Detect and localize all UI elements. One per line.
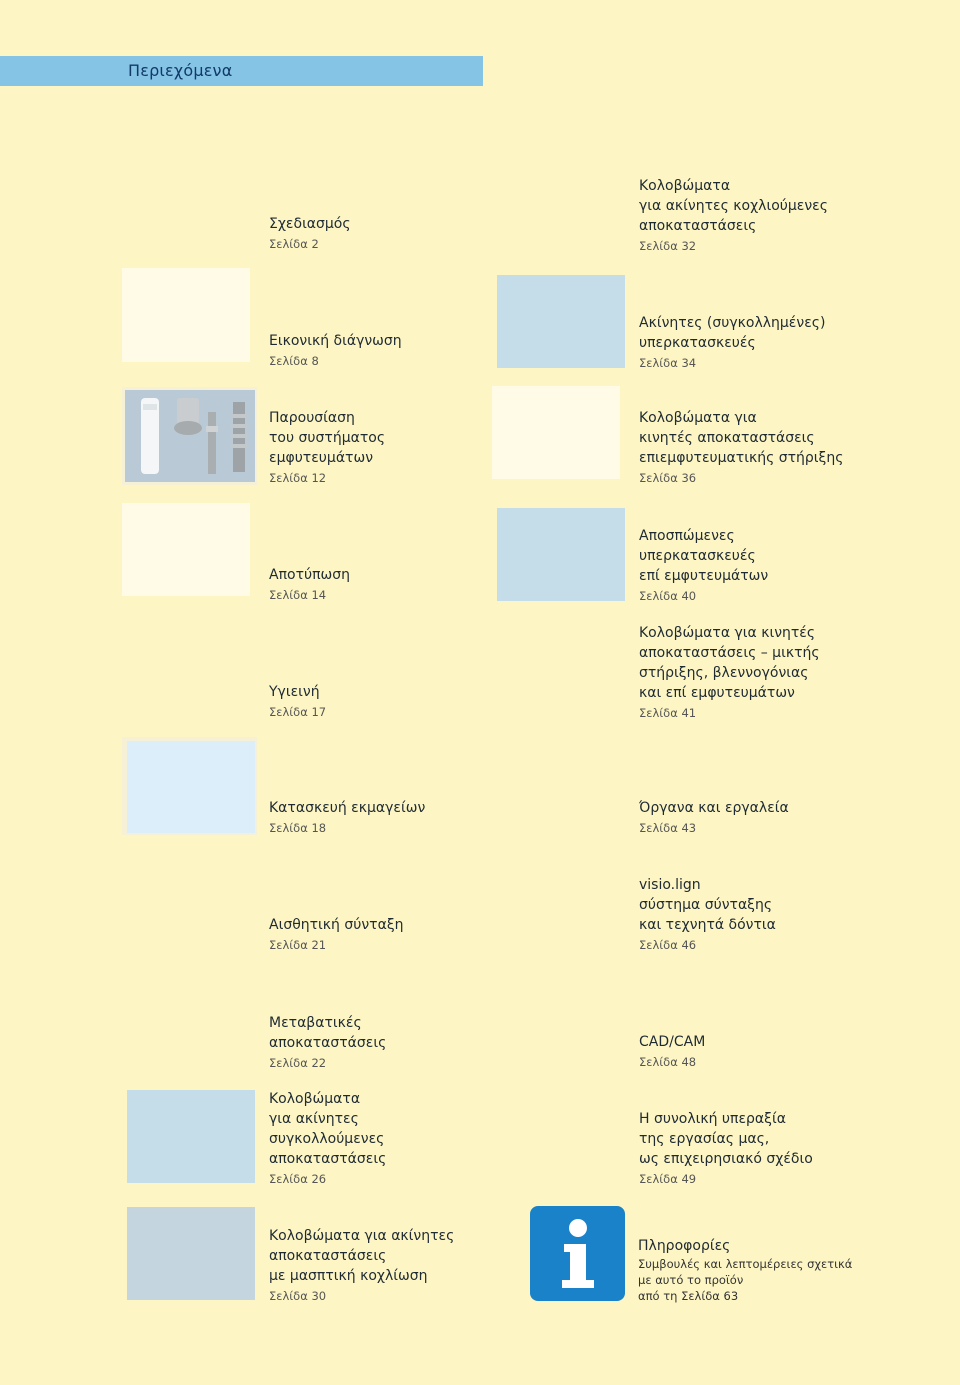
toc-entry-page: Σελίδα 12 xyxy=(269,471,327,485)
toc-entry-page: Σελίδα 30 xyxy=(269,1289,327,1303)
toc-entry-model-fabrication[interactable] xyxy=(269,798,425,837)
toc-entry-page: Σελίδα 8 xyxy=(269,354,319,368)
toc-entry-page: Σελίδα 49 xyxy=(639,1172,697,1186)
toc-entry-removable-abutments[interactable] xyxy=(639,408,843,487)
toc-entry-design[interactable] xyxy=(269,214,351,253)
toc-entry-virtual-diagnosis[interactable] xyxy=(269,331,402,370)
toc-entry-mixed-support[interactable] xyxy=(639,623,820,722)
toc-entry-title: Μεταβατικές αποκαταστάσεις xyxy=(269,1015,387,1051)
toc-entry-title: Αποσπώμενες υπερκατασκευές επί εμφυτευμάτων xyxy=(639,528,769,584)
toc-entry-page: Σελίδα 46 xyxy=(639,938,697,952)
toc-entry-cad-cam[interactable] xyxy=(639,1032,705,1071)
thumbnail-fixed-superstructures xyxy=(497,275,625,368)
toc-entry-screw-retained[interactable] xyxy=(269,1226,454,1305)
header-bar xyxy=(0,56,483,86)
toc-entry-page: Σελίδα 41 xyxy=(639,706,697,720)
toc-entry-instruments[interactable] xyxy=(639,798,789,837)
toc-entry-title: Αισθητική σύνταξη xyxy=(269,917,404,933)
toc-entry-provisional[interactable] xyxy=(269,1013,386,1072)
thumbnail-model-fabrication-inner xyxy=(127,741,255,833)
toc-entry-title: Ακίνητες (συγκολλημένες) υπερκατασκευές xyxy=(639,315,826,351)
toc-entry-title: Όργανα και εργαλεία xyxy=(639,800,789,816)
thumbnail-cemented-abutments xyxy=(127,1090,255,1183)
toc-entry-cemented-abutments[interactable] xyxy=(269,1089,386,1188)
toc-entry-title: visio.lign σύστημα σύνταξης και τεχνητά δόντια xyxy=(639,877,776,933)
info-line: Συμβουλές και λεπτομέρειες σχετικά xyxy=(638,1257,853,1271)
toc-entry-removable-superstructures[interactable] xyxy=(639,526,768,605)
toc-entry-added-value[interactable] xyxy=(639,1109,813,1188)
toc-entry-information[interactable] xyxy=(638,1236,852,1304)
toc-entry-page: Σελίδα 43 xyxy=(639,821,697,835)
toc-entry-title: Κατασκευή εκμαγείων xyxy=(269,800,426,816)
toc-entry-page: Σελίδα 36 xyxy=(639,471,697,485)
toc-entry-title: Η συνολική υπεραξία της εργασίας μας, ως επιχειρησιακό σχέδιο xyxy=(639,1111,813,1167)
toc-entry-title: Κολοβώματα για ακίνητες κοχλιούμενες αποκαταστάσεις xyxy=(639,178,828,234)
toc-entry-hygiene[interactable] xyxy=(269,682,326,721)
toc-entry-title: Παρουσίαση του συστήματος εμφυτευμάτων xyxy=(269,410,386,466)
toc-entry-title: Πληροφορίες xyxy=(638,1238,731,1254)
toc-entry-page: Σελίδα 48 xyxy=(639,1055,697,1069)
toc-entry-page: Σελίδα 14 xyxy=(269,588,327,602)
toc-entry-page: Σελίδα 32 xyxy=(639,239,697,253)
toc-entry-title: Κολοβώματα για κινητές αποκαταστάσεις – μικτής στήριξης, βλεννογόνιας και επί εμφυτευμάτων xyxy=(639,625,820,701)
thumbnail-removable-abutments xyxy=(492,386,620,479)
page-title: Περιεχόμενα xyxy=(128,61,233,80)
toc-entry-page: Σελίδα 40 xyxy=(639,589,697,603)
toc-entry-title: Εικονική διάγνωση xyxy=(269,333,402,349)
implant-components-image xyxy=(125,390,255,482)
toc-entry-visiolign[interactable] xyxy=(639,875,776,954)
toc-entry-page: Σελίδα 26 xyxy=(269,1172,327,1186)
thumbnail-removable-superstructures xyxy=(497,508,625,601)
toc-entry-page: Σελίδα 21 xyxy=(269,938,327,952)
toc-entry-aesthetic-setup[interactable] xyxy=(269,915,404,954)
thumbnail-impression xyxy=(122,503,250,596)
toc-entry-title: Υγιεινή xyxy=(269,684,320,700)
info-line: με αυτό το προϊόν xyxy=(638,1273,744,1287)
thumbnail-screw-retained xyxy=(127,1207,255,1300)
toc-entry-implant-system[interactable] xyxy=(269,408,385,487)
toc-entry-page: Σελίδα 2 xyxy=(269,237,319,251)
thumbnail-virtual-diagnosis xyxy=(122,268,250,362)
toc-entry-title: Αποτύπωση xyxy=(269,567,350,583)
toc-entry-title: Κολοβώματα για ακίνητες αποκαταστάσεις με μασπτική κοχλίωση xyxy=(269,1228,455,1284)
info-icon xyxy=(530,1206,625,1301)
toc-entry-title: Κολοβώματα για κινητές αποκαταστάσεις επιεμφυτευματικής στήριξης xyxy=(639,410,844,466)
toc-entry-page: Σελίδα 22 xyxy=(269,1056,327,1070)
toc-entry-title: CAD/CAM xyxy=(639,1034,706,1050)
toc-entry-title: Σχεδιασμός xyxy=(269,216,351,232)
toc-entry-page: Σελίδα 17 xyxy=(269,705,327,719)
info-line: από τη Σελίδα 63 xyxy=(638,1289,739,1303)
toc-entry-page: Σελίδα 18 xyxy=(269,821,327,835)
toc-entry-screwed-abutments[interactable] xyxy=(639,176,828,255)
toc-entry-title: Κολοβώματα για ακίνητες συγκολλούμενες αποκαταστάσεις xyxy=(269,1091,387,1167)
toc-entry-fixed-superstructures[interactable] xyxy=(639,313,825,372)
toc-entry-impression[interactable] xyxy=(269,565,350,604)
toc-entry-page: Σελίδα 34 xyxy=(639,356,697,370)
